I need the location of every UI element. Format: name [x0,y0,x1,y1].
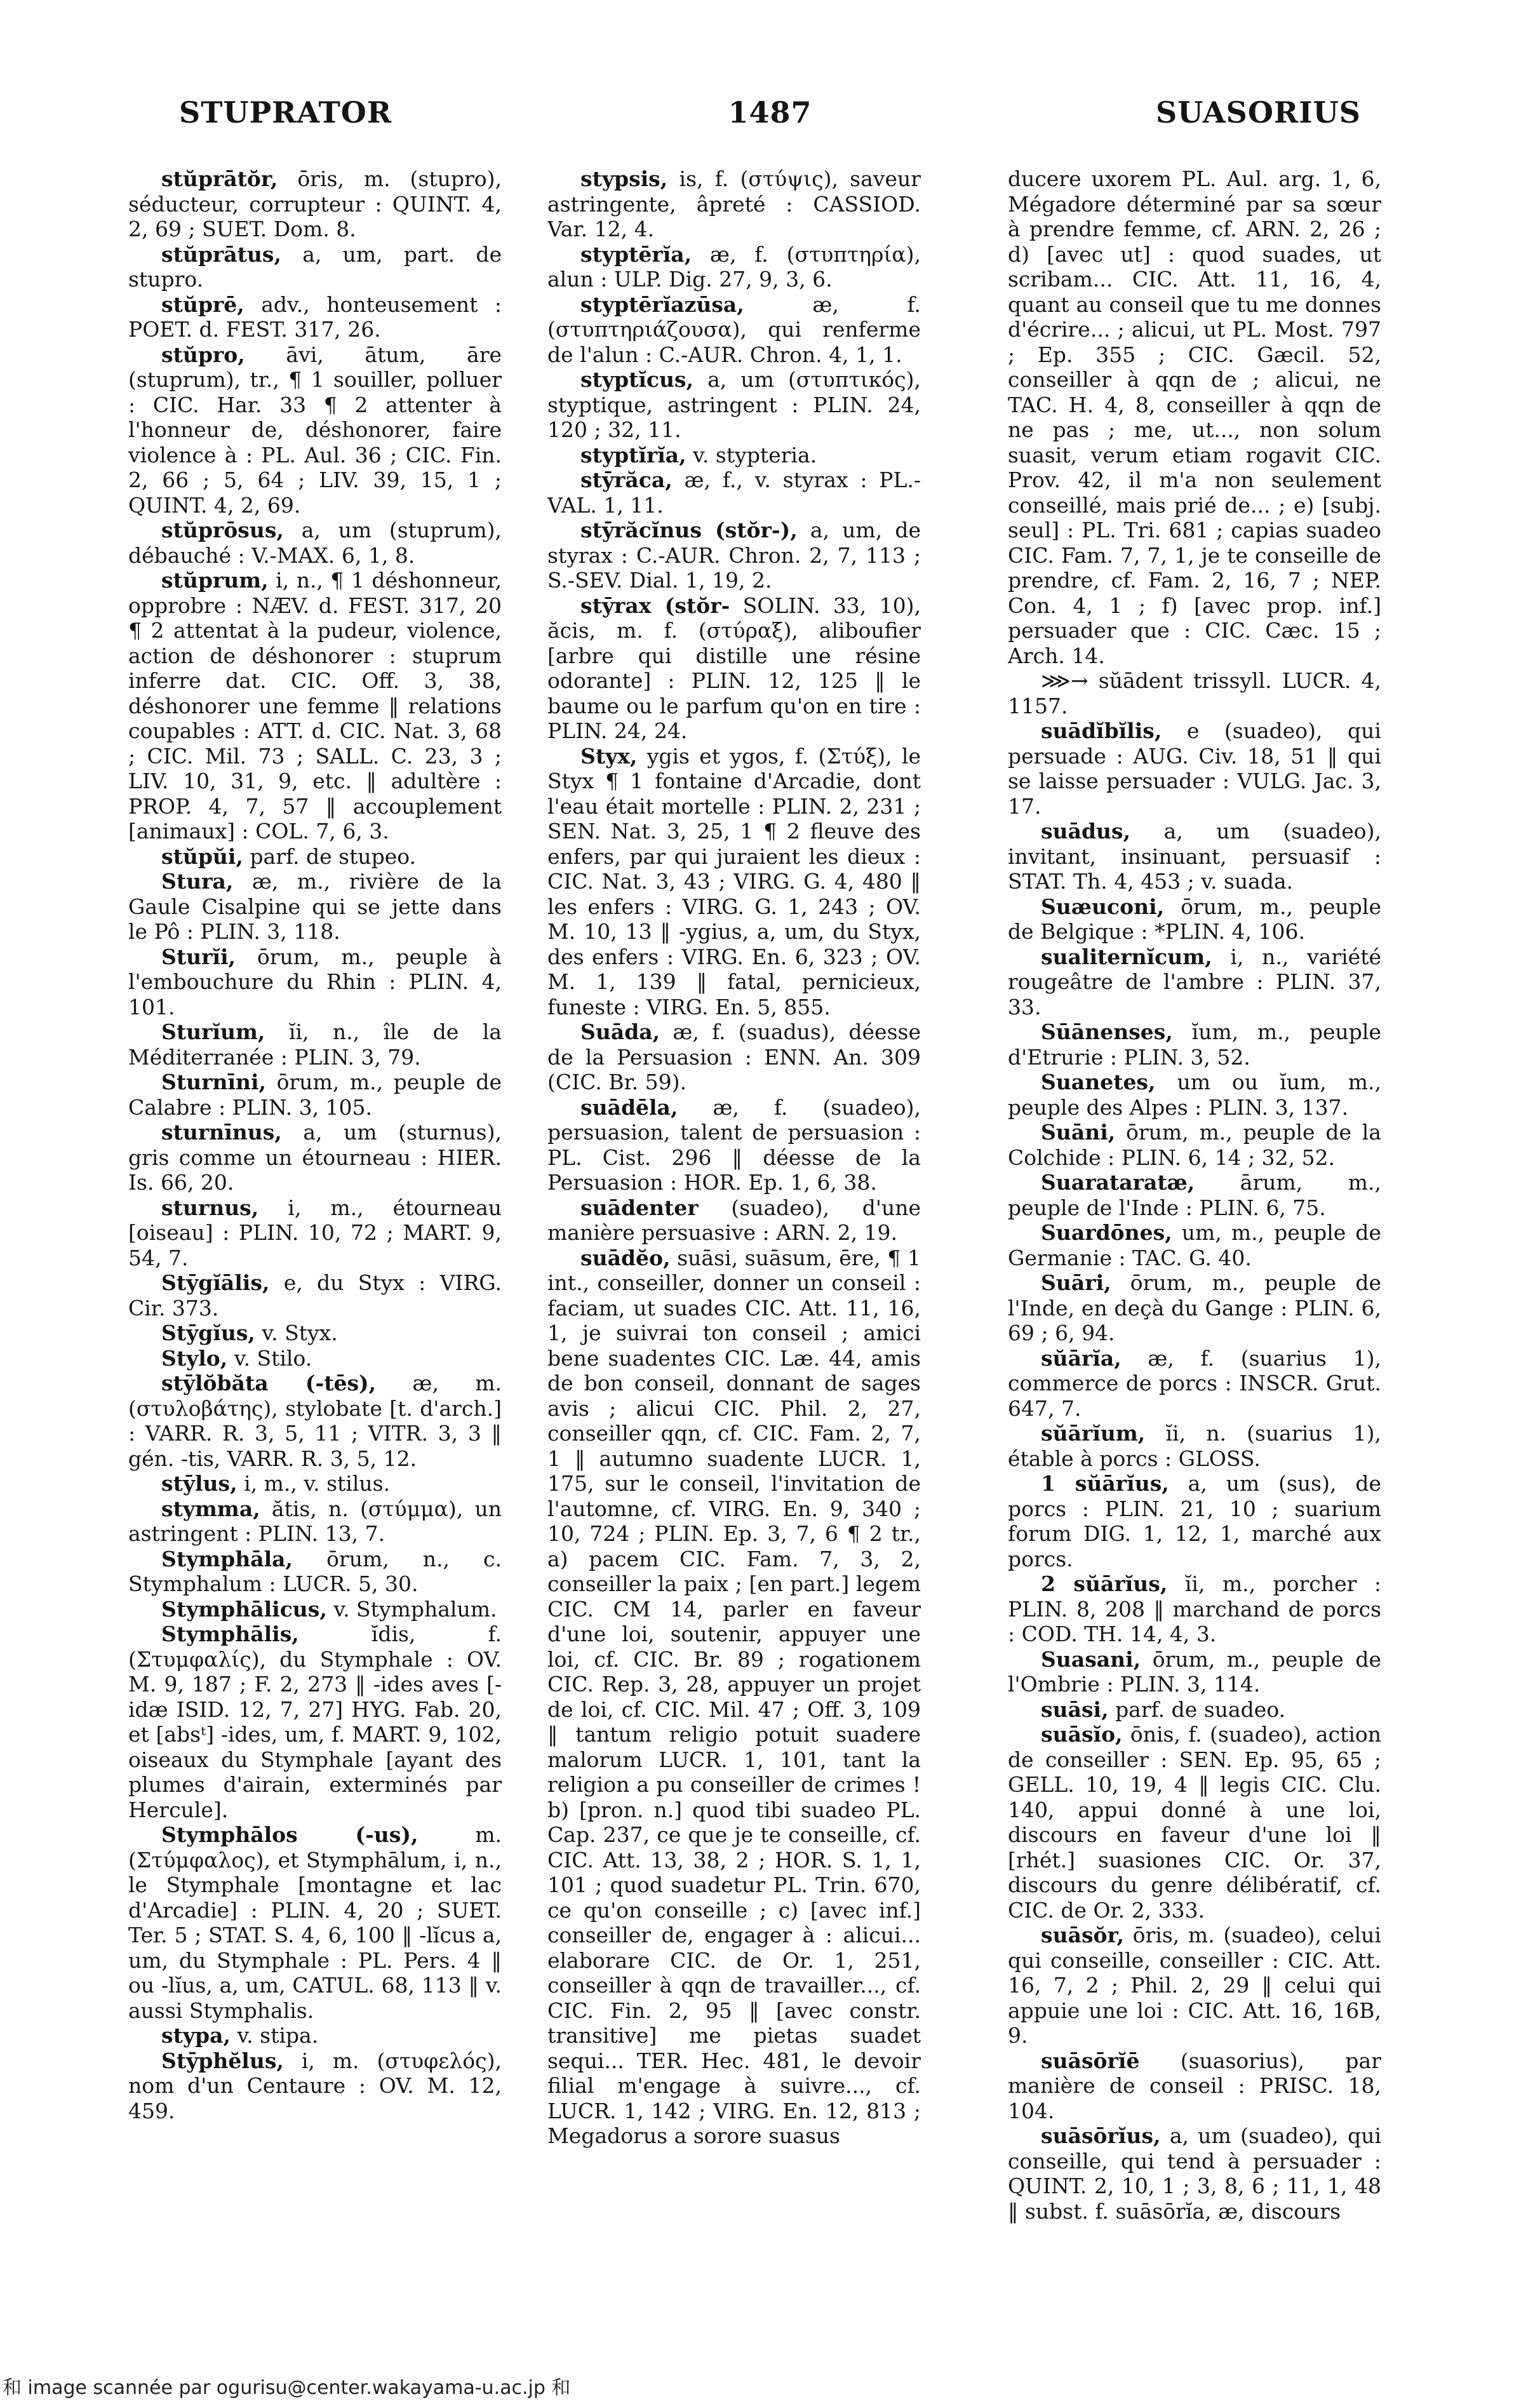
dictionary-entry [547,443,921,468]
dictionary-entry [1008,668,1381,718]
entry-definition: v. Stilo. [234,1345,312,1371]
entry-headword: Stymphālis, [161,1622,299,1646]
entry-definition: ōris, m. (stupro), séducteur, corrupteur : QUINT. 4, 2, 69 ; SUET. Dom. 8. [128,166,502,241]
entry-definition: v. Styx. [262,1321,338,1345]
entry-headword: suāsōrĭus, [1041,2123,1161,2148]
entry-definition: æ, m. (στυλοβάτης), stylobate [t. d'arch.] : VARR. R. 3, 5, 11 ; VITR. 3, 3 ‖ gén. -tis, VARR. R. 3, 5, 12. [128,1371,502,1471]
entry-definition: a, um (stuprum), débauché : V.-MAX. 6, 1, 8. [128,518,502,568]
entry-definition: ĭdis, f. (Στυμφαλίς), du Stymphale : OV. M. 9, 187 ; F. 2, 273 ‖ -ides aves [-idæ ISID. 12, 7, 27] HYG. Fab. 20, et [absᵗ] -ides, um, f. MART. 9, 102, oiseaux du Stymphale [ayant des plumes d'airain, exterminés par Hercule]. [128,1622,502,1822]
dictionary-entry [547,1019,921,1095]
entry-definition: v. stypteria. [693,442,817,467]
dictionary-entry [547,467,921,518]
entry-headword: suādĕo, [580,1245,671,1270]
entry-headword: sualiternĭcum, [1041,944,1212,969]
dictionary-entry [547,744,921,1020]
entry-headword: stȳrăcĭnus (stŏr-), [580,518,798,542]
entry-headword: Stȳphĕlus, [161,2048,284,2073]
entry-headword: sturnīnus, [161,1120,282,1145]
dictionary-entry [128,2048,502,2124]
dictionary-entry [1008,1220,1381,1270]
scan-credit-footer: 和 image scannée par ogurisu@center.wakayama-u.ac.jp 和 [3,2377,571,2399]
entry-definition: a, um (suadeo), invitant, insinuant, persuasif : STAT. Th. 4, 453 ; v. suada. [1008,819,1381,894]
entry-headword: Stura, [161,869,234,894]
entry-headword: 2 sŭārĭus, [1041,1571,1168,1596]
entry-headword: Styx, [580,743,638,769]
entry-definition: ōrum, m., peuple de Calabre : PLIN. 3, 105. [128,1070,502,1120]
entry-definition: e (suadeo), qui persuade : AUG. Civ. 18, 51 ‖ qui se laisse persuader : VULG. Jac. 3, 17. [1008,718,1381,819]
dictionary-entry [128,1622,502,1822]
entry-headword: suāsĭo, [1041,1722,1123,1747]
entry-headword: stŭprātus, [161,241,281,267]
dictionary-entry [1008,1923,1381,2048]
dictionary-entry [1008,1722,1381,1923]
dictionary-entry [1008,1070,1381,1120]
dictionary-entry [547,518,921,593]
dictionary-entry [128,844,502,870]
entry-headword: Suāri, [1041,1270,1111,1295]
entry-definition: ōrum, m., peuple de l'Ombrie : PLIN. 3, 114. [1008,1646,1381,1697]
entry-definition: e, du Styx : VIRG. Cir. 373. [128,1270,502,1321]
entry-headword: 1 sŭārĭus, [1041,1471,1169,1496]
dictionary-entry [128,292,502,342]
entry-definition: v. stipa. [237,2023,319,2048]
entry-headword: stŭprōsus, [161,518,284,542]
entry-headword: stymma, [161,1496,260,1521]
entry-headword: Stymphālos (-us), [161,1822,418,1847]
dictionary-entry [1008,1120,1381,1170]
entry-headword: sŭārĭa, [1041,1345,1122,1371]
entry-headword: sŭārĭum, [1041,1421,1146,1446]
entry-headword: stŭprum, [161,568,269,593]
entry-definition: (suadeo), d'une manière persuasive : ARN. 2, 19. [547,1195,921,1245]
entry-definition: ōrum, m., peuple de Belgique : *PLIN. 4, 106. [1008,894,1381,944]
entry-headword: stypa, [161,2023,231,2048]
page-number: 1487 [728,95,812,130]
entry-headword: stŭprē, [161,292,244,317]
entry-definition: a, um (suadeo), qui conseille, qui tend à persuader : QUINT. 2, 10, 1 ; 3, 8, 6 ; 11, 1, 48 ‖ subst. f. suāsōrĭa, æ, discours [1008,2123,1381,2224]
dictionary-entry [1008,1019,1381,1070]
dictionary-entry [1008,718,1381,819]
entry-definition: i, n., variété rougeâtre de l'ambre : PLIN. 37, 33. [1008,944,1381,1019]
entry-headword: stȳlŏbăta (-tēs), [161,1371,377,1395]
entry-definition: æ, f., v. styrax : PL.-VAL. 1, 11. [547,467,921,518]
dictionary-entry [128,1371,502,1471]
dictionary-entry [128,1120,502,1195]
entry-definition: i, m., v. stilus. [244,1471,391,1496]
page-header [179,95,1361,146]
dictionary-entry [128,568,502,844]
dictionary-entry [128,1547,502,1597]
entry-headword: suādus, [1041,819,1131,843]
entry-definition: parf. de stupeo. [250,843,417,869]
entry-definition: a, um (στυπτικός), styptique, astringent : PLIN. 24, 120 ; 32, 11. [547,367,921,442]
entry-headword: Suāni, [1041,1120,1116,1145]
column-3 [1008,166,1381,2326]
dictionary-entry [1008,166,1381,668]
entry-definition: ĭi, n. (suarius 1), étable à porcs : GLOSS. [1008,1421,1381,1471]
entry-definition: æ, m., rivière de la Gaule Cisalpine qui se jette dans le Pô : PLIN. 3, 118. [128,869,502,944]
dictionary-entry [128,944,502,1020]
entry-definition: æ, f. (suadeo), persuasion, talent de persuasion : PL. Cist. 296 ‖ déesse de la Persuasion : HOR. Ep. 1, 6, 38. [547,1094,921,1195]
dictionary-entry [128,1822,502,2023]
entry-definition: i, m., étourneau [oiseau] : PLIN. 10, 72 ; MART. 9, 54, 7. [128,1195,502,1270]
dictionary-entry [1008,1571,1381,1647]
entry-definition: ōnis, f. (suadeo), action de conseiller : SEN. Ep. 95, 65 ; GELL. 10, 19, 4 ‖ legis CIC. Clu. 140, appui donné à une loi, discours en faveur d'une loi ‖ [rhét.] suasiones CIC. Or. 37, discours du genre délibératif, cf. CIC. de Or. 2, 333. [1008,1722,1381,1923]
dictionary-entry [547,593,921,744]
entry-headword: stŭpro, [161,342,245,367]
dictionary-entry [1008,1270,1381,1346]
entry-headword: Stȳgĭālis, [161,1270,270,1295]
entry-headword: stŭprātŏr, [161,166,278,191]
entry-definition: i, n., ¶ 1 déshonneur, opprobre : NÆV. d. FEST. 317, 20 ¶ 2 attentat à la pudeur, violence, action de déshonorer : stuprum inferre dat. CIC. Off. 3, 38, déshonorer une femme ‖ relations coupables : ATT. d. CIC. Nat. 3, 68 ; CIC. Mil. 73 ; SALL. C. 23, 3 ; LIV. 10, 31, 9, etc. ‖ adultère : PROP. 4, 7, 57 ‖ accouplement [animaux] : COL. 7, 6, 3. [128,568,502,843]
header-left-guide-word: STUPRATOR [179,95,392,130]
entry-definition: ōrum, m., peuple de la Colchide : PLIN. 6, 14 ; 32, 52. [1008,1120,1381,1170]
entry-headword: Sūānenses, [1041,1019,1173,1044]
dictionary-entry [1008,1346,1381,1421]
entry-definition: ĭi, m., porcher : PLIN. 8, 208 ‖ marchand de porcs : COD. TH. 14, 4, 3. [1008,1571,1381,1646]
entry-definition: i, m. (στυφελός), nom d'un Centaure : OV. M. 12, 459. [128,2048,502,2123]
dictionary-entry [547,166,921,242]
entry-headword: Sturnīni, [161,1070,266,1094]
header-right-guide-word: SUASORIUS [1156,95,1361,130]
dictionary-entry [547,242,921,292]
dictionary-entry [128,1597,502,1622]
dictionary-entry [128,1070,502,1120]
dictionary-entry [128,2023,502,2048]
entry-definition: is, f. (στύψις), saveur astringente, âpreté : CASSIOD. Var. 12, 4. [547,166,921,241]
dictionary-entry [128,242,502,292]
dictionary-entry [128,869,502,944]
entry-headword: stŭpŭi, [161,843,243,869]
entry-headword: stȳrăca, [580,467,673,492]
column-1 [128,166,502,2326]
entry-definition: ducere uxorem PL. Aul. arg. 1, 6, Mégadore déterminé par sa sœur à prendre femme, cf. ARN. 2, 26 ; d) [avec ut] : quod suades, ut scribam... CIC. Att. 11, 16, 4, quant au conseil que tu me donnes d'écrire... ; alicui, ut PL. Most. 797 ; Ep. 355 ; CIC. Gæcil. 52, conseiller à qqn de ; alicui, ne TAC. H. 4, 8, conseiller à qqn de ne pas ; me, ut..., non solum suasit, verum etiam rogavit CIC. Prov. 42, il m'a non seulement conseillé, mais prié de... ; e) [subj. seul] : PL. Tri. 681 ; capias suadeo CIC. Fam. 7, 7, 1, je te conseille de prendre, cf. Fam. 2, 16, 7 ; NEP. Con. 4, 1 ; f) [avec prop. inf.] persuader que : CIC. Cæc. 15 ; Arch. 14. [1008,166,1381,668]
dictionary-entry [1008,1697,1381,1723]
entry-headword: suāsōrĭē [1041,2048,1140,2073]
entry-definition: ōrum, m., peuple à l'embouchure du Rhin : PLIN. 4, 101. [128,944,502,1019]
entry-headword: Stȳgĭus, [161,1321,255,1345]
dictionary-entry [1008,1647,1381,1697]
entry-definition: æ, f. (στυπτηριάζουσα), qui renferme de l'alun : C.-AUR. Chron. 4, 1, 1. [547,292,921,367]
entry-definition: parf. de suadeo. [1115,1697,1286,1722]
dictionary-entry [128,1346,502,1371]
entry-definition: ōris, m. (suadeo), celui qui conseille, conseiller : CIC. Att. 16, 7, 2 ; Phil. 2, 29 ‖ celui qui appuie une loi : CIC. Att. 16, 16B, 9. [1008,1923,1381,2048]
entry-headword: stypsis, [580,166,668,191]
entry-headword: Suasani, [1041,1646,1141,1672]
entry-definition: (suasorius), par manière de conseil : PRISC. 18, 104. [1008,2048,1381,2123]
entry-headword: Suardōnes, [1041,1220,1172,1245]
entry-definition: a, um, part. de stupro. [128,241,502,292]
entry-headword: suādēla, [580,1094,678,1120]
entry-headword: Suāda, [580,1019,660,1044]
entry-headword: suādĭbĭlis, [1041,718,1162,743]
entry-definition: ōrum, m., peuple de l'Inde, en deçà du Gange : PLIN. 6, 69 ; 6, 94. [1008,1270,1381,1345]
entry-headword: suāsi, [1041,1697,1109,1722]
entry-definition: SOLIN. 33, 10), ăcis, m. f. (στύραξ), aliboufier [arbre qui distille une résine odorante] : PLIN. 12, 125 ‖ le baume ou le parfum qu'on en tire : PLIN. 24, 24. [547,593,921,743]
entry-headword: sturnus, [161,1195,259,1220]
entry-headword: Suanetes, [1041,1070,1156,1094]
dictionary-entry [1008,819,1381,894]
entry-headword: stȳrax (stŏr- [580,593,730,618]
entry-definition: æ, f. (suarius 1), commerce de porcs : INSCR. Grut. 647, 7. [1008,1345,1381,1421]
dictionary-entry [128,166,502,242]
dictionary-entry [128,342,502,518]
entry-headword: stȳlus, [161,1471,238,1496]
dictionary-entry [128,1496,502,1547]
entry-headword: styptērĭa, [580,241,692,267]
entry-definition: a, um (sus), de porcs : PLIN. 21, 10 ; suarium forum DIG. 1, 12, 1, marché aux porcs. [1008,1471,1381,1571]
entry-headword: Sturĭi, [161,944,236,969]
dictionary-entry [1008,2048,1381,2124]
entry-definition: æ, f. (suadus), déesse de la Persuasion : ENN. An. 309 (CIC. Br. 59). [547,1019,921,1094]
entry-definition: æ, f. (στυπτηρία), alun : ULP. Dig. 27, 9, 3, 6. [547,241,921,292]
entry-definition: ĭum, m., peuple d'Etrurie : PLIN. 3, 52. [1008,1019,1381,1070]
entry-definition: āvi, ātum, āre (stuprum), tr., ¶ 1 souiller, polluer : CIC. Har. 33 ¶ 2 attenter à l'honneur de, déshonorer, faire violence à : PL. Aul. 36 ; CIC. Fin. 2, 66 ; 5, 64 ; LIV. 39, 15, 1 ; QUINT. 4, 2, 69. [128,342,502,518]
dictionary-entry [128,1270,502,1321]
entry-headword: Stymphālicus, [161,1596,327,1622]
dictionary-entry [1008,2123,1381,2224]
entry-headword: styptērĭazūsa, [580,292,744,317]
entry-definition: a, um, de styrax : C.-AUR. Chron. 2, 7, 113 ; S.-SEV. Dial. 1, 19, 2. [547,518,921,593]
entry-definition: ⋙→ sŭādent trissyll. LUCR. 4, 1157. [1008,668,1381,718]
entry-definition: um, m., peuple de Germanie : TAC. G. 40. [1008,1220,1381,1270]
entry-headword: styptĭrĭa, [580,442,686,467]
entry-definition: um ou ĭum, m., peuple des Alpes : PLIN. 3, 137. [1008,1070,1381,1120]
dictionary-entry [128,518,502,568]
dictionary-entry [1008,1421,1381,1471]
dictionary-entry [128,1195,502,1271]
dictionary-entry [1008,894,1381,944]
entry-definition: ĭi, n., île de la Méditerranée : PLIN. 3, 79. [128,1019,502,1070]
entry-definition: ārum, m., peuple de l'Inde : PLIN. 6, 75. [1008,1170,1381,1220]
entry-definition: ygis et ygos, f. (Στύξ), le Styx ¶ 1 fontaine d'Arcadie, dont l'eau était mortelle : PLIN. 2, 231 ; SEN. Nat. 3, 25, 1 ¶ 2 fleuve des enfers, par qui juraient les dieux : CIC. Nat. 3, 43 ; VIRG. G. 4, 480 ‖ les enfers : VIRG. G. 1, 243 ; OV. M. 10, 13 ‖ -ygius, a, um, du Styx, des enfers : VIRG. En. 6, 323 ; OV. M. 1, 139 ‖ fatal, pernicieux, funeste : VIRG. En. 5, 855. [547,743,921,1019]
dictionary-entry [1008,1170,1381,1220]
entry-headword: Stylo, [161,1345,228,1371]
column-2 [547,166,921,2326]
entry-definition: adv., honteusement : POET. d. FEST. 317, 26. [128,292,502,342]
dictionary-entry [547,1195,921,1246]
dictionary-entry [1008,944,1381,1020]
dictionary-entry [547,367,921,443]
dictionary-entry [547,292,921,368]
entry-headword: suādenter [580,1195,699,1220]
entry-headword: Suarataratæ, [1041,1170,1195,1195]
dictionary-entry [128,1019,502,1070]
dictionary-entry [547,1095,921,1195]
entry-definition: ōrum, n., c. Stymphalum : LUCR. 5, 30. [128,1546,502,1596]
entry-definition: m. (Στύμφαλος), et Stymphālum, i, n., le Stymphale [montagne et lac d'Arcadie] : PLIN. 4, 20 ; SUET. Ter. 5 ; STAT. S. 4, 6, 100 ‖ -lĭcus a, um, du Stymphale : PL. Pers. 4 ‖ ou -lĭus, a, um, CATUL. 68, 113 ‖ v. aussi Stymphalis. [128,1822,502,2023]
dictionary-entry [128,1471,502,1496]
entry-definition: ătis, n. (στύμμα), un astringent : PLIN. 13, 7. [128,1496,502,1546]
entry-headword: styptĭcus, [580,367,694,392]
entry-definition: a, um (sturnus), gris comme un étourneau : HIER. Is. 66, 20. [128,1120,502,1195]
entry-definition: suāsi, suāsum, ēre, ¶ 1 int., conseiller, donner un conseil : faciam, ut suades CIC. Att. 11, 16, 1, je suivrai ton conseil ; amici bene suadentes CIC. Læ. 44, amis de bon conseil, donnant de sages avis ; alicui CIC. Phil. 2, 27, conseiller qqn, cf. CIC. Fam. 2, 7, 1 ‖ autumno suadente LUCR. 1, 175, sur le conseil, l'invitation de l'automne, cf. VIRG. En. 9, 340 ; 10, 724 ; PLIN. Ep. 3, 7, 6 ¶ 2 tr., a) pacem CIC. Fam. 7, 3, 2, conseiller la paix ; [en part.] legem CIC. CM 14, parler en faveur d'une loi, soutenir, appuyer une loi, cf. CIC. Br. 89 ; rogationem CIC. Rep. 3, 28, appuyer un projet de loi, cf. CIC. Mil. 47 ; Off. 3, 109 ‖ tantum religio potuit suadere malorum LUCR. 1, 101, tant la religion a pu conseiller de crimes ! b) [pron. n.] quod tibi suadeo PL. Cap. 237, ce que je te conseille, cf. CIC. Att. 13, 38, 2 ; HOR. S. 1, 1, 101 ; quod suadetur PL. Trin. 670, ce qu'on conseille ; c) [avec inf.] conseiller de, engager à : alicui... elaborare CIC. de Or. 1, 251, conseiller à qqn de travailler..., cf. CIC. Fin. 2, 95 ‖ [avec constr. transitive] me pietas suadet sequi... TER. Hec. 481, le devoir filial m'engage à suivre..., cf. LUCR. 1, 142 ; VIRG. En. 12, 813 ; Megadorus a sorore suasus [547,1245,921,2148]
entry-headword: Sturĭum, [161,1019,265,1044]
entry-headword: suāsŏr, [1041,1923,1125,1947]
entry-headword: Stymphāla, [161,1546,293,1571]
dictionary-entry [547,1246,921,2149]
entry-headword: Suæuconi, [1041,894,1165,919]
dictionary-entry [1008,1471,1381,1571]
dictionary-entry [128,1321,502,1346]
entry-definition: v. Stymphalum. [333,1596,497,1622]
